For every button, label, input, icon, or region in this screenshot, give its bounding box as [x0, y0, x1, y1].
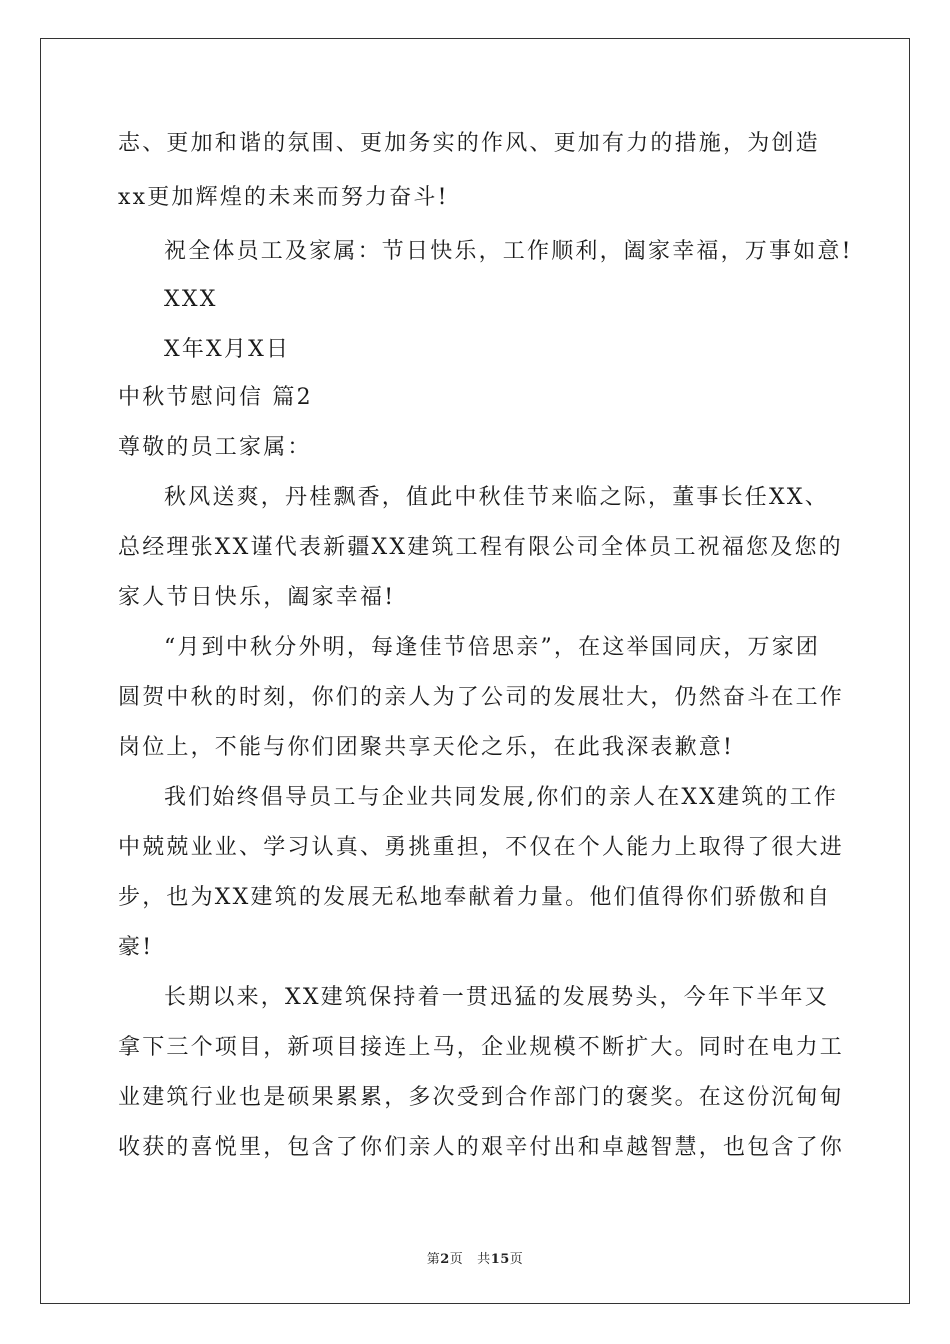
paragraph-line: 收获的喜悦里，包含了你们亲人的艰辛付出和卓越智慧，也包含了你: [118, 1135, 845, 1160]
paragraph-line: 业建筑行业也是硕果累累，多次受到合作部门的褒奖。在这份沉甸甸: [118, 1085, 845, 1110]
paragraph-line: 豪!: [118, 935, 154, 960]
paragraph-line: xx更加辉煌的未来而努力奋斗!: [118, 185, 449, 210]
paragraph-line: 我们始终倡导员工与企业共同发展,你们的亲人在XX建筑的工作: [164, 785, 839, 810]
page-prefix: 第: [426, 1252, 441, 1267]
salutation: 尊敬的员工家属：: [118, 435, 312, 460]
paragraph-line: 秋风送爽，丹桂飘香，值此中秋佳节来临之际，董事长任XX、: [164, 485, 829, 510]
signature: XXX: [164, 287, 218, 312]
paragraph-line: 岗位上，不能与你们团聚共享天伦之乐，在此我深表歉意!: [118, 735, 735, 760]
paragraph-line: 志、更加和谐的氛围、更加务实的作风、更加有力的措施，为创造: [118, 131, 820, 156]
page-footer: [0, 1248, 950, 1267]
paragraph-line: 步，也为XX建筑的发展无私地奉献着力量。他们值得你们骄傲和自: [118, 885, 832, 910]
page-number: 2: [440, 1252, 450, 1267]
page-border: [40, 38, 910, 1304]
total-prefix: 共: [477, 1252, 491, 1267]
greeting-line: 祝全体员工及家属：节日快乐，工作顺利，阖家幸福，万事如意!: [164, 239, 853, 264]
page-suffix: 页: [449, 1252, 464, 1267]
total-pages: 15: [490, 1252, 510, 1267]
paragraph-line: 中兢兢业业、学习认真、勇挑重担，不仅在个人能力上取得了很大进: [118, 835, 845, 860]
paragraph-line: 圆贺中秋的时刻，你们的亲人为了公司的发展壮大，仍然奋斗在工作: [118, 685, 845, 710]
date-line: X年X月X日: [164, 337, 291, 362]
paragraph-line: 拿下三个项目，新项目接连上马，企业规模不断扩大。同时在电力工: [118, 1035, 845, 1060]
paragraph-line: 长期以来，XX建筑保持着一贯迅猛的发展势头，今年下半年又: [164, 985, 829, 1010]
section-heading: 中秋节慰问信 篇2: [118, 385, 313, 410]
total-suffix: 页: [509, 1252, 524, 1267]
paragraph-line: “月到中秋分外明，每逢佳节倍思亲”，在这举国同庆，万家团: [164, 635, 821, 660]
paragraph-line: 家人节日快乐，阖家幸福!: [118, 585, 396, 610]
paragraph-line: 总经理张XX谨代表新疆XX建筑工程有限公司全体员工祝福您及您的: [118, 535, 843, 560]
